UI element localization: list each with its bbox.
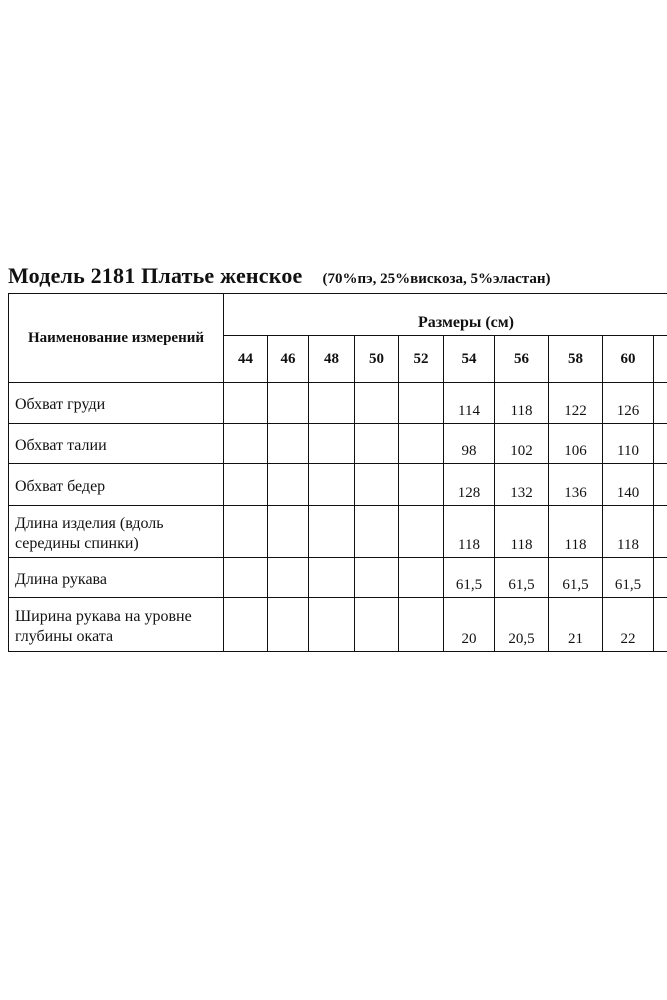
size-header-cell: 50 (355, 336, 399, 383)
measurement-value (654, 464, 667, 506)
measurement-value (355, 424, 399, 464)
measurement-value (654, 506, 667, 558)
measurement-value (224, 464, 268, 506)
size-header-cell: 52 (399, 336, 444, 383)
measurement-label: Длина рукава (9, 558, 224, 598)
measurement-value (399, 598, 444, 652)
measurement-value (399, 464, 444, 506)
measurement-value: 20 (444, 598, 495, 652)
measurement-value: 132 (495, 464, 549, 506)
measurement-value (399, 383, 444, 424)
measurement-value: 102 (495, 424, 549, 464)
measurement-label: Обхват груди (9, 383, 224, 424)
table-row (9, 506, 667, 558)
measurement-value (309, 558, 355, 598)
measurement-value: 128 (444, 464, 495, 506)
table-row (9, 424, 667, 464)
measurement-value (309, 506, 355, 558)
size-header-cell: 48 (309, 336, 355, 383)
measurement-value (268, 558, 309, 598)
size-header-cell: 44 (224, 336, 268, 383)
measurement-value (268, 506, 309, 558)
measurement-value (355, 598, 399, 652)
measurement-value: 140 (603, 464, 654, 506)
measurement-value: 126 (603, 383, 654, 424)
measurement-value: 122 (549, 383, 603, 424)
measurement-name-header: Наименование измерений (9, 294, 224, 383)
measurement-value (355, 506, 399, 558)
measurement-label: Обхват талии (9, 424, 224, 464)
measurement-value (654, 424, 667, 464)
measurement-value (224, 383, 268, 424)
measurement-label: Длина изделия (вдоль середины спинки) (9, 506, 224, 558)
measurement-value (399, 424, 444, 464)
measurement-value: 110 (603, 424, 654, 464)
measurement-value: 61,5 (549, 558, 603, 598)
measurement-value (224, 598, 268, 652)
measurement-value (224, 424, 268, 464)
size-header-cell: 54 (444, 336, 495, 383)
measurement-value (268, 424, 309, 464)
measurement-value: 22 (603, 598, 654, 652)
measurement-value (399, 506, 444, 558)
measurement-value (268, 464, 309, 506)
measurement-value: 118 (495, 383, 549, 424)
measurement-value (268, 383, 309, 424)
measurement-value: 114 (444, 383, 495, 424)
measurement-value (309, 598, 355, 652)
measurement-value (309, 464, 355, 506)
measurement-value: 61,5 (495, 558, 549, 598)
table-row (9, 598, 667, 652)
size-header-cell (654, 336, 667, 383)
measurement-value: 136 (549, 464, 603, 506)
model-title: Модель 2181 Платье женское (8, 263, 303, 288)
measurement-value (224, 506, 268, 558)
sizes-header: Размеры (см) (224, 294, 667, 336)
measurement-value (654, 383, 667, 424)
measurement-value: 20,5 (495, 598, 549, 652)
measurement-value: 61,5 (444, 558, 495, 598)
size-header-cell: 46 (268, 336, 309, 383)
size-table-container (8, 293, 667, 657)
measurement-value (355, 383, 399, 424)
document-title (8, 263, 551, 289)
measurement-value: 118 (603, 506, 654, 558)
measurement-value (399, 558, 444, 598)
fabric-composition: (70%пэ, 25%вискоза, 5%эластан) (322, 271, 551, 287)
measurement-value (268, 598, 309, 652)
size-header-cell: 56 (495, 336, 549, 383)
measurement-value (355, 464, 399, 506)
measurement-label: Обхват бедер (9, 464, 224, 506)
measurement-value: 21 (549, 598, 603, 652)
size-header-cell: 58 (549, 336, 603, 383)
measurement-value (309, 424, 355, 464)
size-table (8, 293, 667, 652)
size-header-cell: 60 (603, 336, 654, 383)
table-row (9, 464, 667, 506)
measurement-value: 106 (549, 424, 603, 464)
measurement-value: 118 (495, 506, 549, 558)
measurement-value (654, 598, 667, 652)
measurement-label: Ширина рукава на уровне глубины оката (9, 598, 224, 652)
measurement-value (654, 558, 667, 598)
measurement-value: 98 (444, 424, 495, 464)
measurement-value (224, 558, 268, 598)
measurement-value: 118 (444, 506, 495, 558)
table-row (9, 383, 667, 424)
measurement-value: 118 (549, 506, 603, 558)
measurement-value (309, 383, 355, 424)
table-row (9, 558, 667, 598)
measurement-value: 61,5 (603, 558, 654, 598)
measurement-value (355, 558, 399, 598)
